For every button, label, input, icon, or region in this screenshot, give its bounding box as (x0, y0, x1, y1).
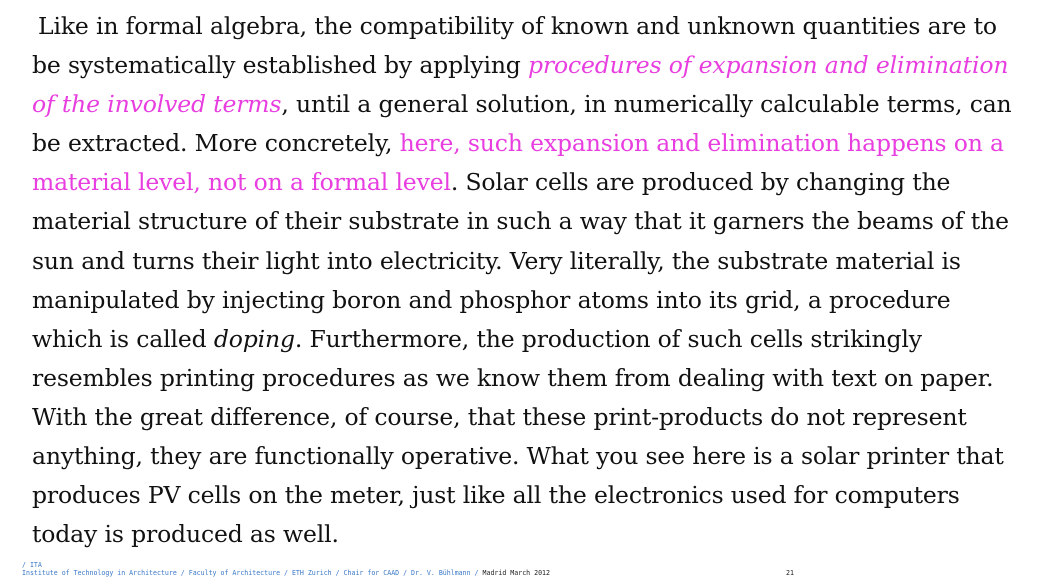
text-run: , until a general solution, in numerically calculable terms, can be extracted. More concretely, (32, 90, 1012, 158)
footer-org-abbrev: / ITA (22, 561, 42, 569)
highlight-phrase: here, such expansion and elimination happens on a material level, not on a formal level (32, 129, 1004, 197)
footer (22, 561, 550, 577)
footer-institution: Institute of Technology in Architecture / Faculty of Architecture / ETH Zurich / Chair for CAAD / Dr. V. Bühlmann / (22, 569, 483, 577)
footer-event: Madrid March 2012 (482, 569, 550, 577)
text-run: Like in formal algebra, the compatibility of known and unknown quantities are to be systematically established by applying (32, 12, 997, 80)
text-run: . Solar cells are produced by changing the material structure of their substrate in such a way that it garners the beams of the sun and turns their light into electricity. Very literally, the substrate material is manipulated by injecting boron and phosphor atoms into its grid, a procedure which is called (32, 168, 1009, 353)
text-run: . Furthermore, the production of such cells strikingly resembles printing procedures as we know them from dealing with text on paper. With the great difference, of course, that these print-products do not represent anything, they are functionally operative. What you see here is a solar printer that produces PV cells on the meter, just like all the electronics used for computers today is produced as well. (32, 324, 1004, 549)
page-number: 21 (786, 569, 794, 577)
highlight-italic-phrase: procedures of expansion and elimination of the involved terms (32, 51, 1009, 119)
body-paragraph (32, 7, 1017, 554)
italic-term: doping (213, 324, 295, 353)
footer-credits (22, 569, 550, 577)
